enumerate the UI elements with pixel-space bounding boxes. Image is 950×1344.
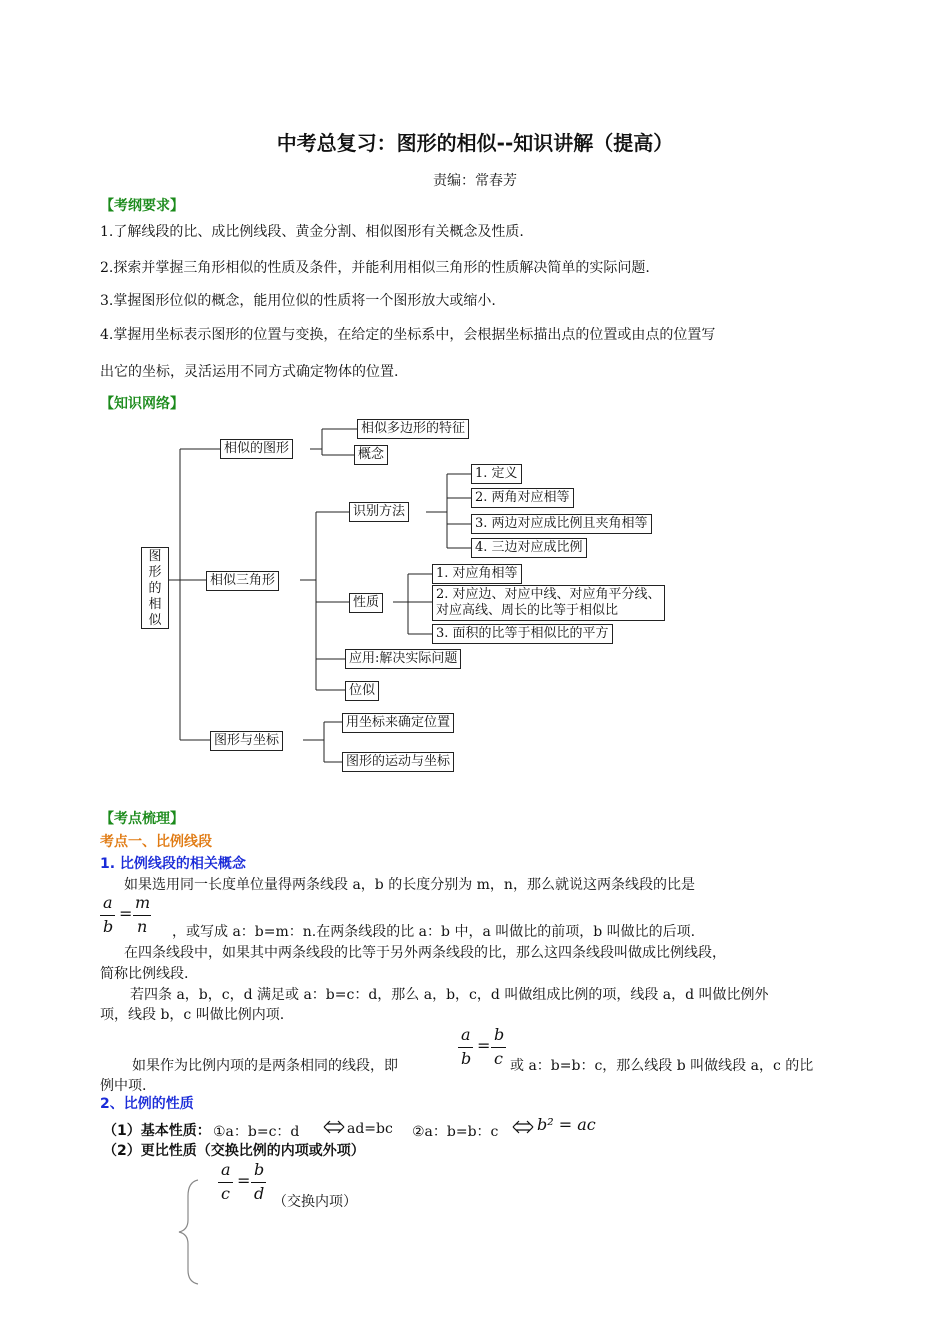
frac-den-b: b xyxy=(103,917,114,936)
para2-line2: 简称比例线段. xyxy=(100,966,189,982)
frac-bar xyxy=(491,1047,506,1048)
node-identify-2: 2. 两角对应相等 xyxy=(471,488,574,508)
frac-num-a: a xyxy=(461,1025,471,1044)
frac-bar xyxy=(133,915,151,916)
root-char: 似 xyxy=(148,613,162,628)
basic-property-2-result: b² = ac xyxy=(537,1115,596,1134)
node-similar-triangles: 相似三角形 xyxy=(206,571,279,591)
frac-den-c: c xyxy=(494,1049,503,1068)
frac-num-b: b xyxy=(494,1025,505,1044)
node-property-3: 3. 面积的比等于相似比的平方 xyxy=(432,624,613,644)
node-properties: 性质 xyxy=(349,593,383,613)
frac-bar xyxy=(251,1182,266,1183)
equals-sign: = xyxy=(477,1036,491,1055)
frac-bar xyxy=(100,915,115,916)
node-identify-methods: 识别方法 xyxy=(349,502,409,522)
equals-sign: = xyxy=(237,1171,251,1190)
syllabus-heading: 【考纲要求】 xyxy=(100,198,184,214)
basic-property-1-result: ad=bc xyxy=(347,1121,393,1137)
review-heading: 【考点梳理】 xyxy=(100,811,184,827)
basic-property-1: ①a：b=c：d xyxy=(213,1124,300,1140)
property-2-line-2: 对应高线、周长的比等于相似比 xyxy=(436,603,619,618)
frac-den-b: b xyxy=(461,1049,472,1068)
syllabus-item-2: 2.探索并掌握三角形相似的性质及条件，并能利用相似三角形的性质解决简单的实际问题. xyxy=(100,260,650,276)
alternation-property-label: （2）更比性质（交换比例的内项或外项） xyxy=(103,1143,365,1159)
editor-line: 责编：常春芳 xyxy=(433,173,517,189)
frac-bar xyxy=(218,1182,233,1183)
node-concept: 概念 xyxy=(354,445,388,465)
equivalence-arrow-icon xyxy=(323,1119,345,1135)
para1: 如果选用同一长度单位量得两条线段 a，b 的长度分别为 m，n，那么就说这两条线段的比是 xyxy=(124,877,695,893)
node-homothety: 位似 xyxy=(345,681,379,701)
network-heading: 【知识网络】 xyxy=(100,396,184,412)
node-property-2 xyxy=(432,585,665,621)
para4-line1: 如果作为比例内项的是两条相同的线段，即 xyxy=(132,1058,398,1074)
equivalence-arrow-icon xyxy=(512,1119,534,1135)
syllabus-item-3: 3.掌握图形位似的概念，能用位似的性质将一个图形放大或缩小. xyxy=(100,293,496,309)
sub1-heading: 1. 比例线段的相关概念 xyxy=(100,856,246,872)
syllabus-item-1: 1.了解线段的比、成比例线段、黄金分割、相似图形有关概念及性质. xyxy=(100,224,524,240)
frac-den-c: c xyxy=(221,1184,230,1203)
frac-den-n: n xyxy=(137,917,148,936)
basic-property-2: ②a：b=b：c xyxy=(412,1124,499,1140)
root-char: 相 xyxy=(148,597,162,612)
root-char: 的 xyxy=(148,581,162,596)
frac-num-a: a xyxy=(221,1160,231,1179)
sub2-heading: 2、比例的性质 xyxy=(100,1096,194,1112)
property-2-line-1: 2. 对应边、对应中线、对应角平分线、 xyxy=(436,587,661,602)
point1-heading: 考点一、比例线段 xyxy=(100,834,212,850)
para4-line2: 例中项. xyxy=(100,1078,147,1094)
node-identify-1: 1. 定义 xyxy=(471,464,522,484)
equals-sign: = xyxy=(119,904,133,923)
root-char: 形 xyxy=(148,565,162,580)
network-root xyxy=(141,547,169,629)
alternation-note: （交换内项） xyxy=(273,1194,357,1210)
syllabus-item-4-cont: 出它的坐标，灵活运用不同方式确定物体的位置. xyxy=(100,364,399,380)
frac-bar xyxy=(458,1047,473,1048)
para1-cont: ，或写成 a：b=m：n.在两条线段的比 a：b 中，a 叫做比的前项，b 叫做比的后项. xyxy=(172,924,696,940)
node-polygon-features: 相似多边形的特征 xyxy=(357,419,469,439)
para3-line1: 若四条 a，b，c，d 满足或 a：b=c：d，那么 a，b，c，d 叫做组成比例的项，线段 a，d 叫做比例外 xyxy=(130,987,769,1003)
node-identify-3: 3. 两边对应成比例且夹角相等 xyxy=(471,514,652,534)
node-similar-figures: 相似的图形 xyxy=(220,439,293,459)
curly-brace xyxy=(176,1178,202,1286)
frac-den-d: d xyxy=(254,1184,265,1203)
basic-property-label: （1）基本性质： xyxy=(103,1123,211,1139)
page-title: 中考总复习：图形的相似--知识讲解（提高） xyxy=(276,131,674,155)
para2-line1: 在四条线段中，如果其中两条线段的比等于另外两条线段的比，那么这四条线段叫做成比例线段， xyxy=(124,945,726,961)
para3-line2: 项，线段 b，c 叫做比例内项. xyxy=(100,1007,285,1023)
node-application: 应用:解决实际问题 xyxy=(345,649,461,669)
para4-line1-cont: 或 a：b=b：c，那么线段 b 叫做线段 a，c 的比 xyxy=(510,1058,814,1074)
frac-num-m: m xyxy=(135,893,151,912)
node-coord-position: 用坐标来确定位置 xyxy=(342,713,454,733)
node-figures-coordinates: 图形与坐标 xyxy=(210,731,283,751)
node-property-1: 1. 对应角相等 xyxy=(432,564,522,584)
frac-num-b: b xyxy=(254,1160,265,1179)
root-char: 图 xyxy=(148,549,162,564)
syllabus-item-4: 4.掌握用坐标表示图形的位置与变换，在给定的坐标系中，会根据坐标描出点的位置或由点的位置写 xyxy=(100,327,716,343)
frac-num-a: a xyxy=(103,893,113,912)
node-coord-motion: 图形的运动与坐标 xyxy=(342,752,454,772)
node-identify-4: 4. 三边对应成比例 xyxy=(471,538,587,558)
